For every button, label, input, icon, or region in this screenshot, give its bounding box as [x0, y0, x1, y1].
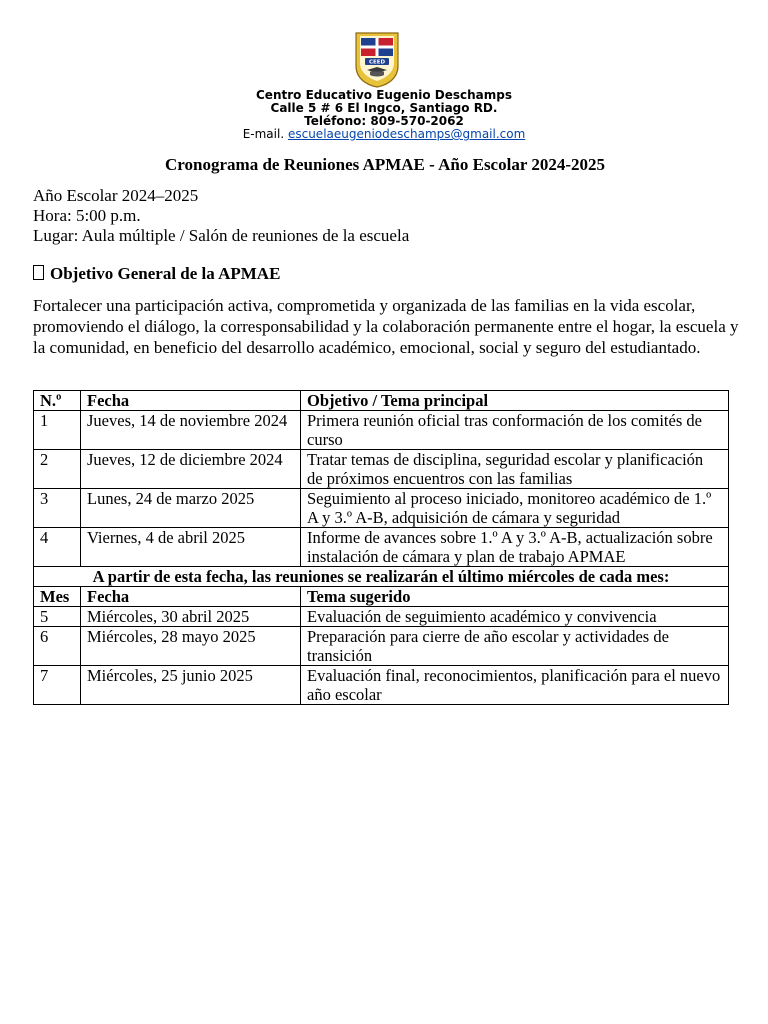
row-topic: Informe de avances sobre 1.º A y 3.º A-B, actualización sobre instalación de cámara y plan de trabajo APMAE: [301, 528, 729, 567]
row-number: 2: [34, 450, 81, 489]
objective-heading: [33, 264, 280, 284]
school-name: Centro Educativo Eugenio Deschamps: [256, 88, 512, 102]
table-row: [34, 450, 729, 489]
school-address: Calle 5 # 6 El Ingco, Santiago RD.: [270, 101, 498, 115]
row-number: 4: [34, 528, 81, 567]
row-date: Miércoles, 28 mayo 2025: [81, 627, 301, 666]
row-topic: Primera reunión oficial tras conformación de los comités de curso: [301, 411, 729, 450]
school-year: Año Escolar 2024–2025: [33, 186, 199, 205]
row-date: Lunes, 24 de marzo 2025: [81, 489, 301, 528]
row-number: 5: [34, 607, 81, 627]
missing-glyph-icon: [33, 265, 44, 280]
meeting-time: Hora: 5:00 p.m.: [33, 206, 141, 225]
logo-text: CEED: [368, 59, 386, 66]
row-number: 6: [34, 627, 81, 666]
meeting-place: Lugar: Aula múltiple / Salón de reuniones de la escuela: [33, 226, 410, 245]
note-row: [34, 567, 729, 587]
table-row: [34, 528, 729, 567]
row-topic: Evaluación final, reconocimientos, planificación para el nuevo año escolar: [301, 666, 729, 705]
table-header-row: [34, 587, 729, 607]
header-date: Fecha: [81, 587, 301, 607]
header-number: N.º: [34, 391, 81, 411]
monthly-note: A partir de esta fecha, las reuniones se realizarán el último miércoles de cada mes:: [34, 567, 729, 587]
header-suggested-topic: Tema sugerido: [301, 587, 729, 607]
objective-paragraph: Fortalecer una participación activa, comprometida y organizada de las familias en la vida escolar, promoviendo el diálogo, la corresponsabilidad y la colaboración permanente entre el hogar, la escuela y la comunidad, en beneficio del desarrollo académico, emocional, social y seguro del estudiantado.: [33, 296, 739, 357]
row-date: Jueves, 14 de noviembre 2024: [81, 411, 301, 450]
school-phone: Teléfono: 809-570-2062: [304, 114, 464, 128]
row-number: 7: [34, 666, 81, 705]
row-date: Jueves, 12 de diciembre 2024: [81, 450, 301, 489]
row-date: Miércoles, 25 junio 2025: [81, 666, 301, 705]
objective-heading-text: Objetivo General de la APMAE: [50, 264, 281, 283]
school-logo: [352, 30, 402, 88]
row-number: 3: [34, 489, 81, 528]
table-row: [34, 607, 729, 627]
row-topic: Tratar temas de disciplina, seguridad escolar y planificación de próximos encuentros con las familias: [301, 450, 729, 489]
document-title: Cronograma de Reuniones APMAE - Año Escolar 2024-2025: [165, 155, 605, 174]
table-row: [34, 489, 729, 528]
header-topic: Objetivo / Tema principal: [301, 391, 729, 411]
row-topic: Seguimiento al proceso iniciado, monitoreo académico de 1.º A y 3.º A-B, adquisición de cámara y seguridad: [301, 489, 729, 528]
row-date: Viernes, 4 de abril 2025: [81, 528, 301, 567]
row-topic: Evaluación de seguimiento académico y convivencia: [301, 607, 729, 627]
school-email-line: [0, 128, 768, 141]
table-row: [34, 627, 729, 666]
header-date: Fecha: [81, 391, 301, 411]
table-header-row: [34, 391, 729, 411]
row-number: 1: [34, 411, 81, 450]
table-row: [34, 666, 729, 705]
email-link[interactable]: escuelaeugeniodeschamps@gmail.com: [287, 127, 526, 141]
email-label: E-mail.: [242, 127, 285, 141]
row-date: Miércoles, 30 abril 2025: [81, 607, 301, 627]
row-topic: Preparación para cierre de año escolar y actividades de transición: [301, 627, 729, 666]
schedule-table: [33, 390, 729, 705]
header-month: Mes: [34, 587, 81, 607]
table-row: [34, 411, 729, 450]
